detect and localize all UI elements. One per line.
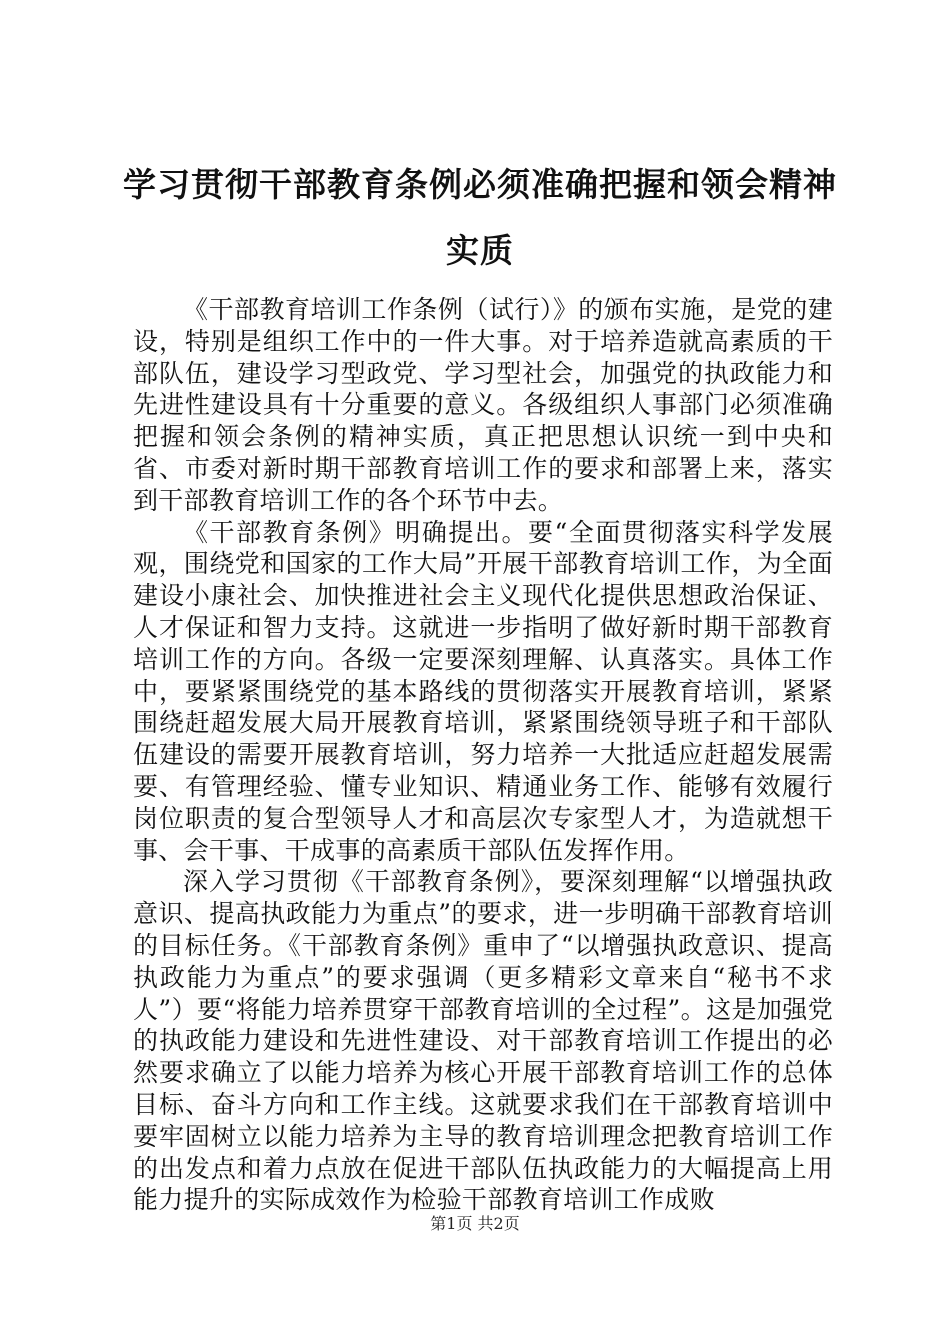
- paragraph-2: 《干部教育条例》明确提出。要“全面贯彻落实科学发展观，围绕党和国家的工作大局”开展干部教育培训工作，为全面建设小康社会、加快推进社会主义现代化提供思想政治保证、人才保证和智力支持。这就进一步指明了做好新时期干部教育培训工作的方向。各级一定要深刻理解、认真落实。具体工作中，要紧紧围绕党的基本路线的贯彻落实开展教育培训，紧紧围绕赶超发展大局开展教育培训，紧紧围绕领导班子和干部队伍建设的需要开展教育培训，努力培养一大批适应赶超发展需要、有管理经验、懂专业知识、精通业务工作、能够有效履行岗位职责的复合型领导人才和高层次专家型人才，为造就想干事、会干事、干成事的高素质干部队伍发挥作用。: [133, 517, 833, 865]
- page-number-footer: 第1页 共2页: [430, 1214, 520, 1233]
- paragraph-1: 《干部教育培训工作条例（试行）》的颁布实施，是党的建设，特别是组织工作中的一件大事。对于培养造就高素质的干部队伍，建设学习型政党、学习型社会，加强党的执政能力和先进性建设具有十分重要的意义。各级组织人事部门必须准确把握和领会条例的精神实质，真正把思想认识统一到中央和省、市委对新时期干部教育培训工作的要求和部署上来，落实到干部教育培训工作的各个环节中去。: [133, 295, 833, 515]
- document-title: 学习贯彻干部教育条例必须准确把握和领会精神实质: [123, 165, 837, 270]
- document-body: [133, 294, 833, 1216]
- paragraph-3: 深入学习贯彻《干部教育条例》，要深刻理解“以增强执政意识、提高执政能力为重点”的要求，进一步明确干部教育培训的目标任务。《干部教育条例》重申了“以增强执政意识、提高执政能力为重点”的要求强调（更多精彩文章来自“秘书不求人”）要“将能力培养贯穿干部教育培训的全过程”。这是加强党的执政能力建设和先进性建设、对干部教育培训工作提出的必然要求确立了以能力培养为核心开展干部教育培训工作的总体目标、奋斗方向和工作主线。这就要求我们在干部教育培训中要牢固树立以能力培养为主导的教育培训理念把教育培训工作的出发点和着力点放在促进干部队伍执政能力的大幅提高上用能力提升的实际成效作为检验干部教育培训工作成败: [133, 867, 833, 1215]
